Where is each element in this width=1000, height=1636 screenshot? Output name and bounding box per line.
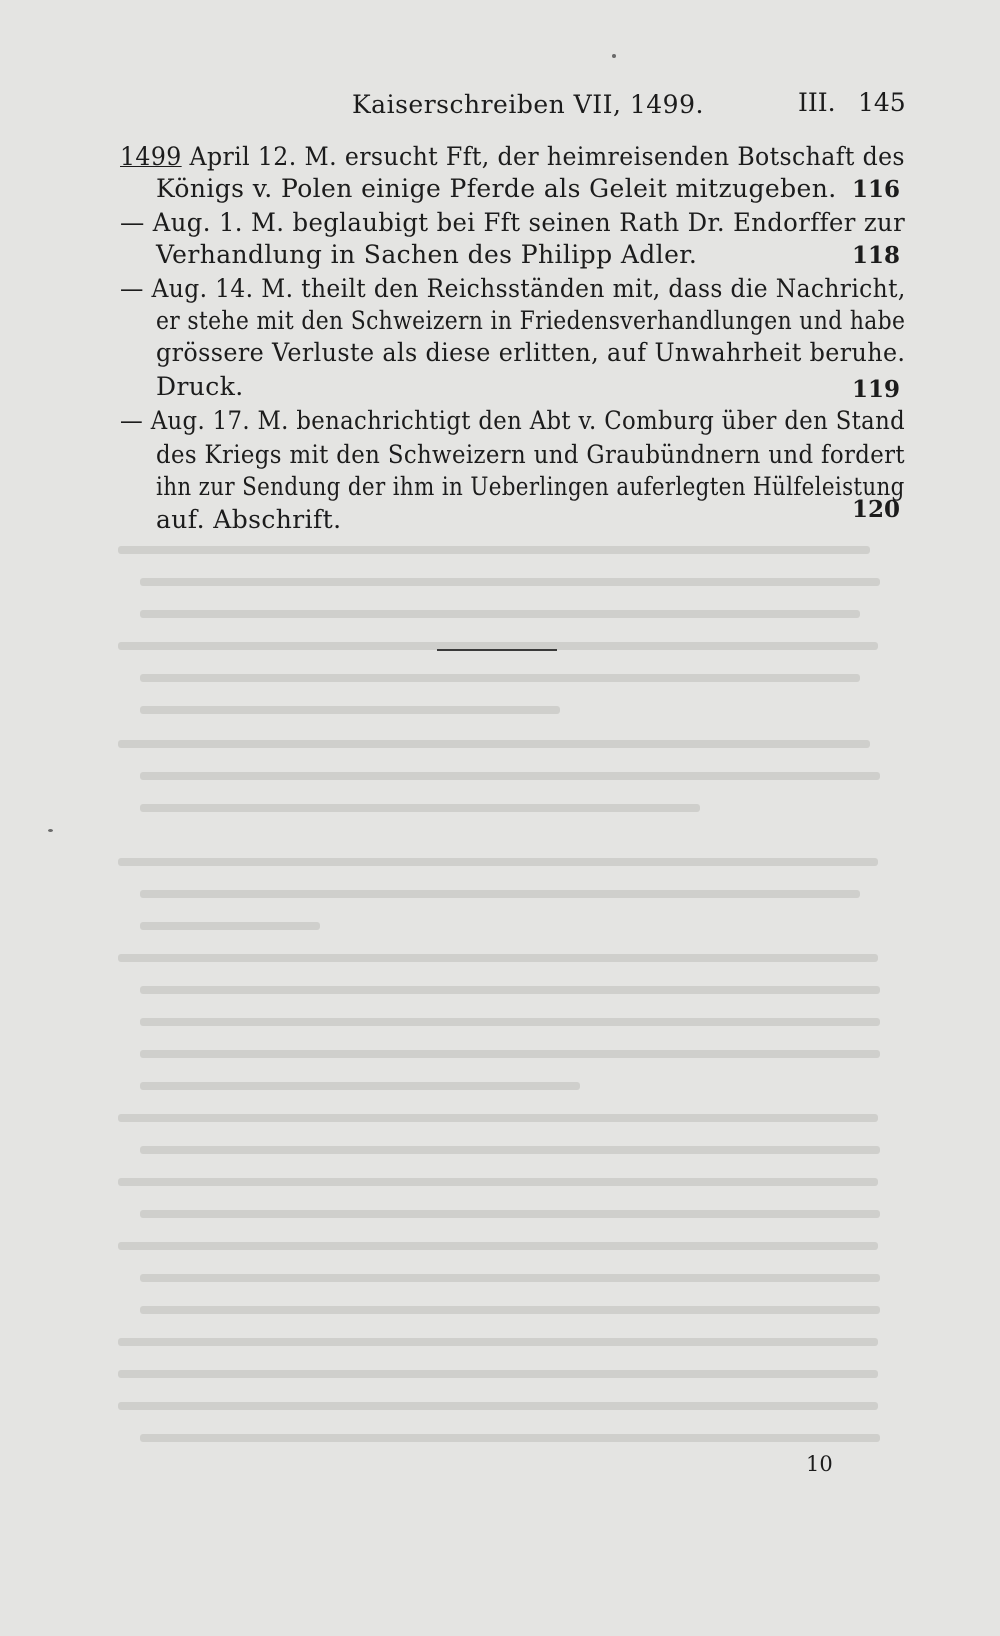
running-header-section: III.: [798, 88, 836, 117]
entry-line-text: April 12. M. ersucht Fft, der heimreisenden Botschaft des: [181, 142, 905, 171]
entry-line: — Aug. 1. M. beglaubigt bei Fft seinen Rath Dr. Endorffer zur: [120, 208, 906, 237]
entry-number: 120: [852, 496, 901, 523]
entry-line: grössere Verluste als diese erlitten, auf Unwahrheit beruhe.: [156, 338, 906, 367]
entry-line: Druck.: [156, 372, 244, 401]
entry-line: ihn zur Sendung der ihm in Ueberlingen auferlegten Hülfeleistung: [156, 472, 905, 501]
entry-line: des Kriegs mit den Schweizern und Graubündnern und fordert: [156, 440, 905, 469]
entry-line: Königs v. Polen einige Pferde als Geleit mitzugeben.: [156, 174, 837, 203]
entry-line: er stehe mit den Schweizern in Friedensverhandlungen und habe: [156, 306, 906, 335]
entry-line: — Aug. 14. M. theilt den Reichsständen mit, dass die Nachricht,: [120, 274, 906, 303]
entry-line: — Aug. 17. M. benachrichtigt den Abt v. Comburg über den Stand: [120, 406, 906, 435]
running-header-title: Kaiserschreiben VII, 1499.: [352, 90, 704, 119]
paper-speck: [48, 829, 53, 832]
entry-year: 1499: [120, 142, 182, 171]
entry-line: auf. Abschrift.: [156, 505, 342, 534]
entry-line: Verhandlung in Sachen des Philipp Adler.: [156, 240, 698, 269]
paper-speck: [612, 54, 616, 58]
entry-number: 116: [852, 176, 901, 203]
section-divider: [437, 649, 557, 651]
entry-line: [120, 142, 905, 171]
entry-number: 118: [852, 242, 901, 269]
entry-number: 119: [852, 376, 901, 403]
signature-mark: 10: [806, 1452, 833, 1476]
page-number: 145: [858, 88, 906, 117]
